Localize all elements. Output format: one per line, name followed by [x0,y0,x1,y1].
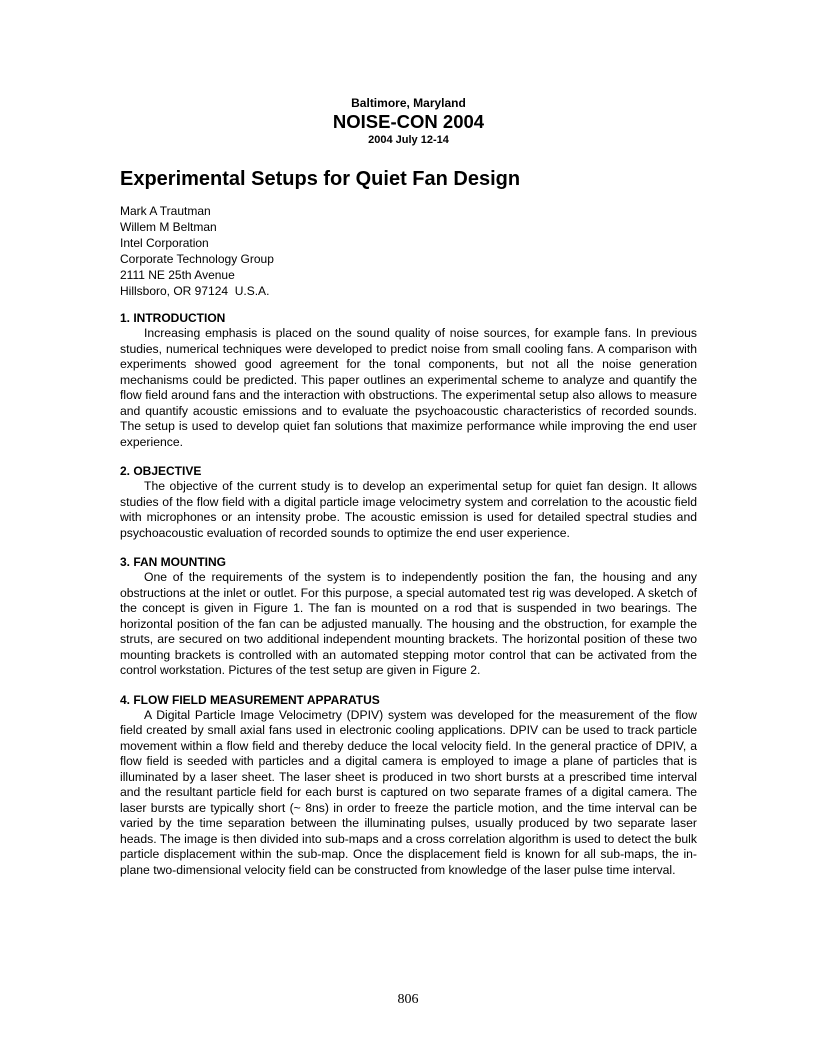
conference-dates: 2004 July 12-14 [368,134,449,146]
paper-page [120,0,697,892]
affiliation-group: Corporate Technology Group [120,252,274,266]
conference-name: NOISE-CON 2004 [332,111,485,132]
conference-location: Baltimore, Maryland [351,96,466,110]
section-paragraph: The objective of the current study is to develop an experimental setup for quiet fan design. It allows studies of the flow field with a digital particle image velocimetry system and correlation to the acoustic field with microphones or an intensity probe. The acoustic emission is used for detailed spectral studies and psychoacoustic evaluation of recorded sounds to optimize the end user experience. [120,479,697,540]
author-name: Willem M Beltman [120,220,217,234]
page-number: 806 [397,992,419,1007]
section-introduction [120,311,697,450]
section-objective [120,464,697,541]
affiliation-street: 2111 NE 25th Avenue [120,268,235,282]
section-paragraph: A Digital Particle Image Velocimetry (DPIV) system was developed for the measurement of the flow field created by small axial fans used in electronic cooling applications. DPIV can be used to track particle movement within a flow field and thereby deduce the local velocity field. In the general practice of DPIV, a flow field is seeded with particles and a digital camera is employed to image a plane of particles that is illuminated by a laser sheet. The laser sheet is produced in two short bursts at a prescribed time interval and the resultant particle field for each burst is captured on two separate frames of a digital camera. The laser bursts are typically short (~ 8ns) in order to freeze the particle motion, and the time interval can be varied by the time separation between the illuminating pulses, usually produced by two separate laser heads. The image is then divided into sub-maps and a cross correlation algorithm is used to detect the bulk particle displacement within the sub-map. Once the displacement field is known for all sub-maps, the in-plane two-dimensional velocity field can be constructed from knowledge of the laser pulse time interval. [120,707,697,877]
section-paragraph: One of the requirements of the system is to independently position the fan, the housing and any obstructions at the inlet or outlet. For this purpose, a special automated test rig was developed. A sketch of the concept is given in Figure 1. The fan is mounted on a rod that is suspended in two bearings. The horizontal position of the fan can be adjusted manually. The housing and the obstruction, for example the struts, are secured on two additional independent mounting brackets. The horizontal position of these two mounting brackets is controlled with an automated stepping motor control that can be activated from the control workstation. Pictures of the test setup are given in Figure 2. [120,570,697,677]
affiliation-city: Hillsboro, OR 97124 U.S.A. [120,284,270,298]
section-heading: 3. FAN MOUNTING [120,555,227,569]
author-name: Mark A Trautman [120,204,211,218]
section-fan-mounting [120,555,697,679]
conference-header [120,96,697,147]
affiliation-org: Intel Corporation [120,236,209,250]
paper-title: Experimental Setups for Quiet Fan Design [120,168,521,190]
section-paragraph: Increasing emphasis is placed on the sound quality of noise sources, for example fans. In previous studies, numerical techniques were developed to predict noise from small cooling fans. A comparison with experiments showed good agreement for the tonal components, but not all the noise generation mechanisms could be predicted. This paper outlines an experimental scheme to analyze and quantify the flow field around fans and the interaction with obstructions. The experimental setup also allows to measure and quantify acoustic emissions and to evaluate the psychoacoustic characteristics of recorded sounds. The setup is used to develop quiet fan solutions that maximize performance while improving the end user experience. [120,326,697,449]
author-block [120,203,697,299]
section-heading: 4. FLOW FIELD MEASUREMENT APPARATUS [120,692,380,707]
section-flow-field-apparatus [120,693,697,879]
section-heading: 2. OBJECTIVE [120,464,202,478]
section-heading: 1. INTRODUCTION [120,311,226,325]
